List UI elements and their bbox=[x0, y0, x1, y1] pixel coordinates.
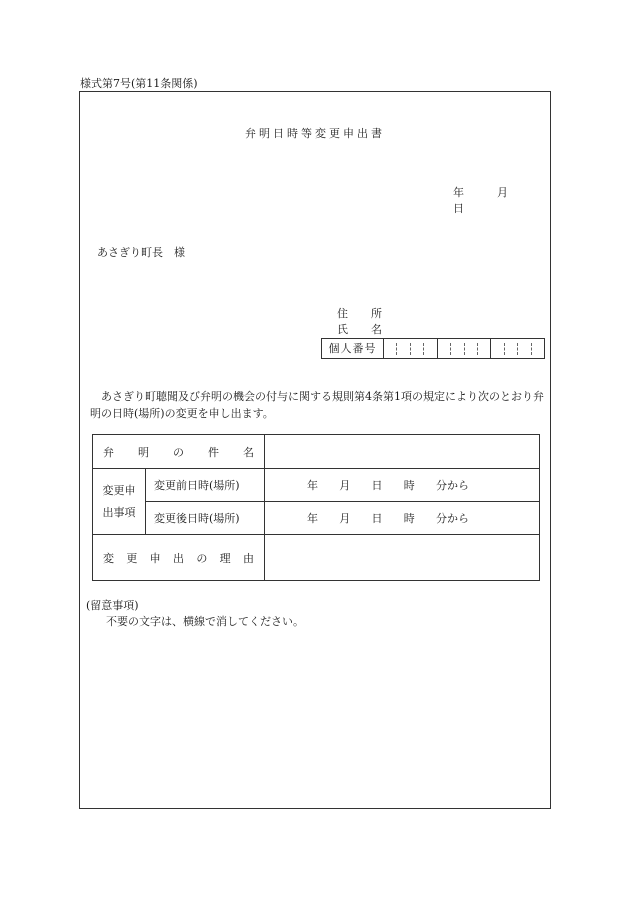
digit-cell[interactable] bbox=[491, 343, 504, 355]
date-day[interactable]: 日 bbox=[453, 202, 464, 215]
address-label: 住 所 bbox=[337, 307, 388, 320]
notes-text: 不要の文字は、横線で消してください。 bbox=[106, 615, 304, 628]
date-year[interactable]: 年 bbox=[453, 186, 464, 199]
case-name-input[interactable] bbox=[265, 435, 540, 469]
form-title: 弁明日時等変更申出書 bbox=[245, 127, 385, 140]
digit-cell[interactable] bbox=[451, 343, 464, 355]
reason-label: 変 更 申 出 の 理 由 bbox=[93, 535, 265, 581]
digit-cell[interactable] bbox=[532, 343, 544, 355]
reason-input[interactable] bbox=[265, 535, 540, 581]
digit-cell[interactable] bbox=[505, 343, 518, 355]
change-items-label: 変更申 出事項 bbox=[93, 469, 146, 535]
before-datetime-input[interactable]: 年 月 日 時 分から bbox=[265, 469, 540, 502]
digit-cell[interactable] bbox=[384, 343, 397, 355]
change-request-table bbox=[92, 434, 540, 581]
digit-cell[interactable] bbox=[397, 343, 410, 355]
notes-section bbox=[86, 598, 304, 630]
my-number-box[interactable] bbox=[321, 338, 545, 359]
declaration-body: あさぎり町聴聞及び弁明の機会の付与に関する規則第4条第1項の規定により次のとおり弁明の日時(場所)の変更を申し出ます。 bbox=[90, 390, 544, 420]
digit-cell[interactable] bbox=[465, 343, 478, 355]
notes-heading: (留意事項) bbox=[86, 599, 139, 612]
form-number-caption: 様式第7号(第11条関係) bbox=[80, 77, 198, 90]
declaration-text bbox=[90, 388, 545, 422]
after-datetime-input[interactable]: 年 月 日 時 分から bbox=[265, 502, 540, 535]
name-label: 氏 名 bbox=[337, 323, 388, 336]
my-number-label: 個人番号 bbox=[322, 339, 384, 358]
digit-cell[interactable] bbox=[424, 343, 436, 355]
form-frame bbox=[79, 91, 551, 809]
my-number-group-1[interactable] bbox=[384, 339, 438, 358]
case-name-label: 弁 明 の 件 名 bbox=[93, 435, 265, 469]
digit-cell[interactable] bbox=[411, 343, 424, 355]
before-label: 変更前日時(場所) bbox=[146, 469, 265, 502]
digit-cell[interactable] bbox=[478, 343, 490, 355]
my-number-group-2[interactable] bbox=[438, 339, 492, 358]
digit-cell[interactable] bbox=[438, 343, 451, 355]
digit-cell[interactable] bbox=[518, 343, 531, 355]
after-label: 変更後日時(場所) bbox=[146, 502, 265, 535]
my-number-group-3[interactable] bbox=[491, 339, 544, 358]
addressee: あさぎり町長 様 bbox=[97, 246, 185, 259]
date-month[interactable]: 月 bbox=[497, 186, 508, 199]
date-line bbox=[453, 184, 550, 216]
